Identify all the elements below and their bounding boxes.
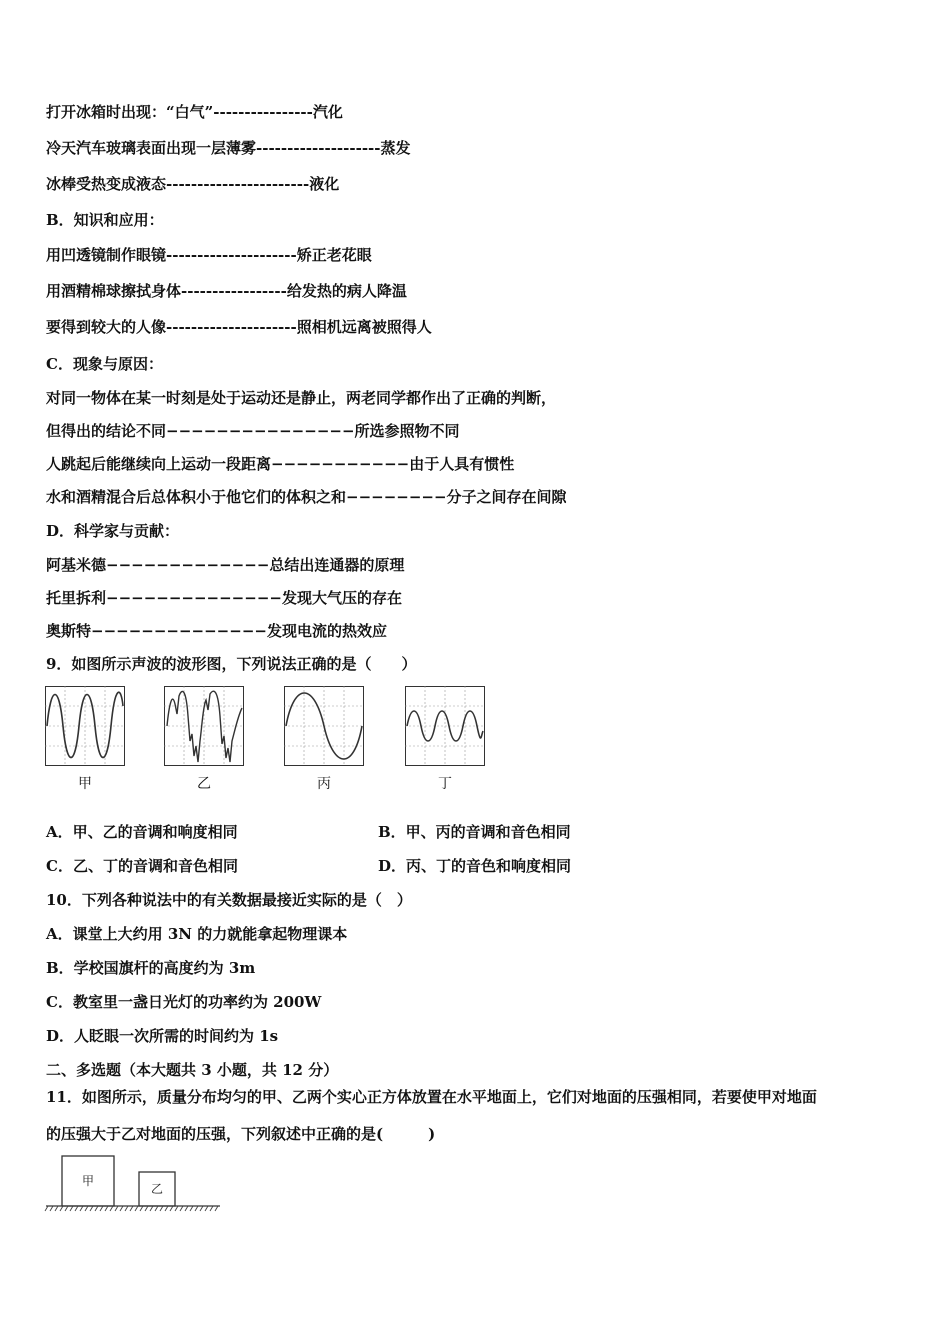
- q9-option-b[interactable]: B．甲、丙的音调和音色相同: [378, 823, 571, 841]
- line-9: 对同一物体在某一时刻是处于运动还是静止，两老同学都作出了正确的判断，: [46, 389, 557, 407]
- line-11: 人跳起后能继续向上运动一段距离−−−−−−−−−−−由于人具有惯性: [46, 455, 515, 473]
- label-bing: 丙: [317, 776, 331, 792]
- cubes-on-ground-figure: [44, 1150, 224, 1212]
- line-7: 要得到较大的人像---------------------照相机远离被照得人: [46, 318, 432, 336]
- label-ding: 丁: [438, 776, 452, 792]
- line-6: 用酒精棉球擦拭身体-----------------给发热的病人降温: [46, 282, 407, 300]
- cube-jia-label: 甲: [81, 1174, 95, 1188]
- line-3: 冰棒受热变成液态-----------------------液化: [46, 175, 340, 193]
- line-1: 打开冰箱时出现：“白气”----------------汽化: [46, 103, 343, 121]
- q9-stem: 9．如图所示声波的波形图，下列说法正确的是（ ）: [46, 655, 417, 673]
- q10-option-b[interactable]: B．学校国旗杆的高度约为 3m: [46, 959, 256, 977]
- line-12: 水和酒精混合后总体积小于他它们的体积之和−−−−−−−−分子之间存在间隙: [46, 488, 567, 506]
- q9-option-d[interactable]: D．丙、丁的音色和响度相同: [378, 857, 572, 875]
- line-15: 托里拆利−−−−−−−−−−−−−−发现大气压的存在: [46, 589, 402, 607]
- q10-option-c[interactable]: C．教室里一盏日光灯的功率约为 200W: [46, 993, 322, 1011]
- section-b-heading: B．知识和应用：: [46, 211, 164, 229]
- line-14: 阿基米德−−−−−−−−−−−−−总结出连通器的原理: [46, 556, 405, 574]
- line-5: 用凹透镜制作眼镜---------------------矫正老花眼: [46, 246, 372, 264]
- q10-option-a[interactable]: A．课堂上大约用 3N 的力就能拿起物理课本: [46, 925, 348, 943]
- label-jia: 甲: [78, 776, 92, 792]
- waveform-yi: [164, 686, 244, 766]
- q10-stem: 10．下列各种说法中的有关数据最接近实际的是（ ）: [46, 891, 412, 909]
- q10-option-d[interactable]: D．人眨眼一次所需的时间约为 1s: [46, 1027, 279, 1045]
- section-d-heading: D．科学家与贡献：: [46, 522, 180, 540]
- q11-stem-line-1: 11．如图所示，质量分布均匀的甲、乙两个实心正方体放置在水平地面上，它们对地面的压强相同，若要使甲对地面: [46, 1088, 817, 1106]
- line-2: 冷天汽车玻璃表面出现一层薄雾--------------------蒸发: [46, 139, 411, 157]
- section-c-heading: C．现象与原因：: [46, 355, 163, 373]
- label-yi: 乙: [197, 776, 211, 792]
- waveform-jia: [45, 686, 125, 766]
- section-2-title: 二、多选题（本大题共 3 小题，共 12 分）: [46, 1061, 339, 1079]
- q9-option-c[interactable]: C．乙、丁的音调和音色相同: [46, 857, 238, 875]
- waveform-ding: [405, 686, 485, 766]
- ground-hatching: [45, 1206, 218, 1211]
- cube-yi-label: 乙: [150, 1182, 164, 1196]
- line-10: 但得出的结论不同−−−−−−−−−−−−−−−所选参照物不同: [46, 422, 460, 440]
- waveform-bing: [284, 686, 364, 766]
- line-16: 奥斯特−−−−−−−−−−−−−−发现电流的热效应: [46, 622, 387, 640]
- q9-option-a[interactable]: A．甲、乙的音调和响度相同: [46, 823, 238, 841]
- q11-stem-line-2: 的压强大于乙对地面的压强，下列叙述中正确的是( ): [46, 1125, 436, 1143]
